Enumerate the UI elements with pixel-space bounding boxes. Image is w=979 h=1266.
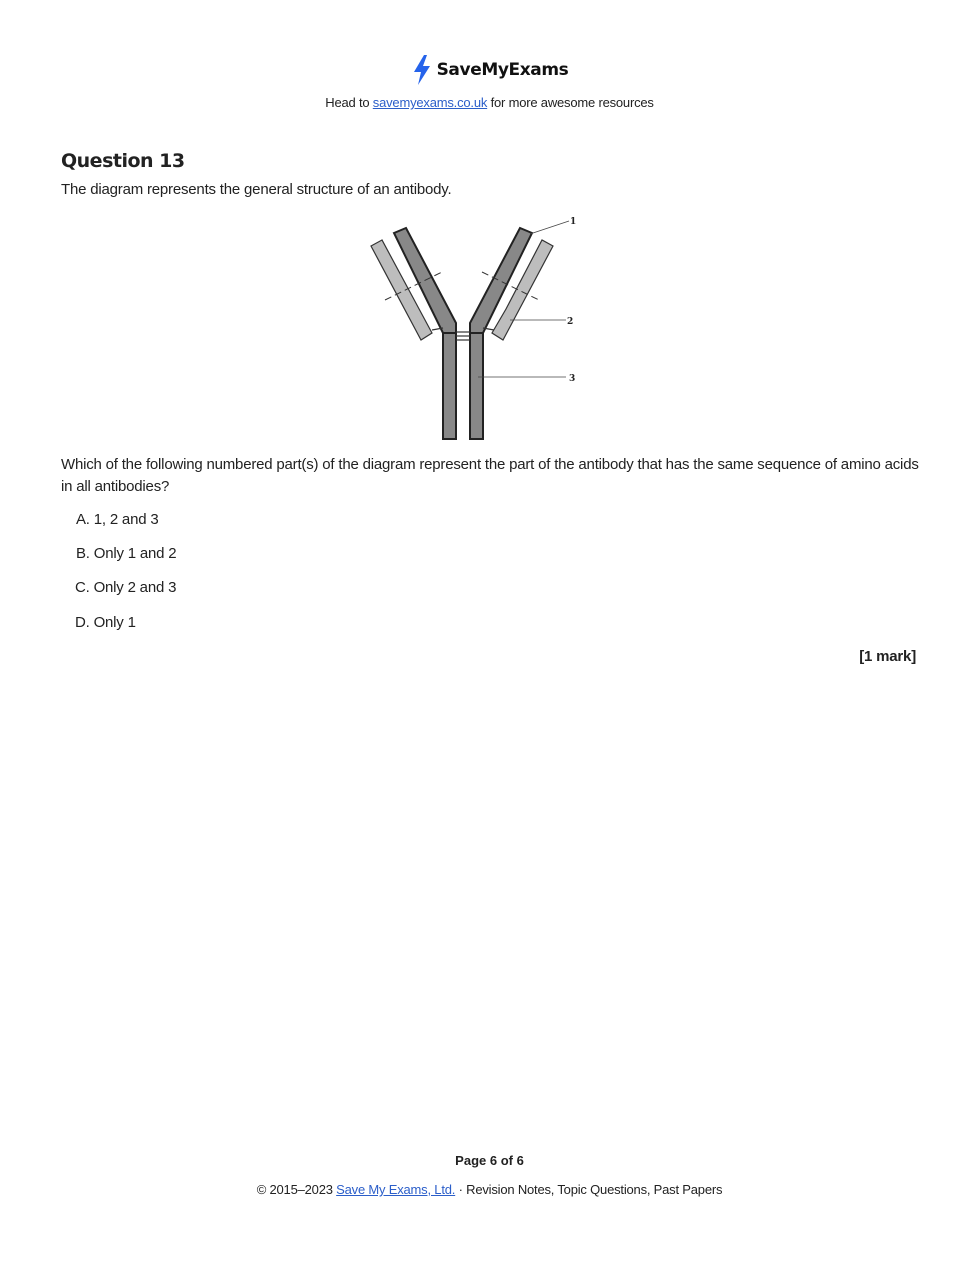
- copyright-prefix: © 2015–2023: [256, 1182, 337, 1197]
- option-c[interactable]: C. Only 2 and 3: [75, 579, 177, 596]
- option-d[interactable]: D. Only 1: [75, 614, 136, 631]
- savemyexams-link[interactable]: savemyexams.co.uk: [372, 95, 488, 110]
- option-b[interactable]: B. Only 1 and 2: [76, 545, 177, 562]
- page-number: Page 6 of 6: [455, 1153, 524, 1168]
- company-link[interactable]: Save My Exams, Ltd.: [336, 1182, 456, 1197]
- page-header: [0, 54, 979, 110]
- tagline-suffix: for more awesome resources: [487, 95, 654, 110]
- diagram-label: 3: [569, 374, 576, 384]
- logo[interactable]: [411, 54, 569, 86]
- lightning-bolt-icon: [411, 54, 433, 86]
- heavy-chain-stem-right: [470, 329, 483, 439]
- antibody-diagram: [340, 210, 600, 446]
- marks-label: [1 mark]: [859, 648, 916, 665]
- header-tagline: [0, 95, 979, 110]
- question-intro: The diagram represents the general structure of an antibody.: [61, 181, 452, 198]
- heavy-chain-stem-left: [443, 329, 456, 439]
- question-title: Question 13: [61, 150, 185, 172]
- logo-text: SaveMyExams: [436, 60, 569, 80]
- diagram-label: 2: [567, 317, 574, 327]
- label-1-leader: [530, 221, 569, 234]
- diagram-label: 1: [570, 217, 577, 227]
- option-a[interactable]: A. 1, 2 and 3: [76, 511, 159, 528]
- question-text: Which of the following numbered part(s) of the diagram represent the part of the antibody that has the same sequence of amino acids in all antibodies?: [61, 456, 919, 495]
- page-footer: [0, 1182, 979, 1197]
- tagline-prefix: Head to: [325, 95, 373, 110]
- copyright-suffix: · Revision Notes, Topic Questions, Past Papers: [455, 1182, 723, 1197]
